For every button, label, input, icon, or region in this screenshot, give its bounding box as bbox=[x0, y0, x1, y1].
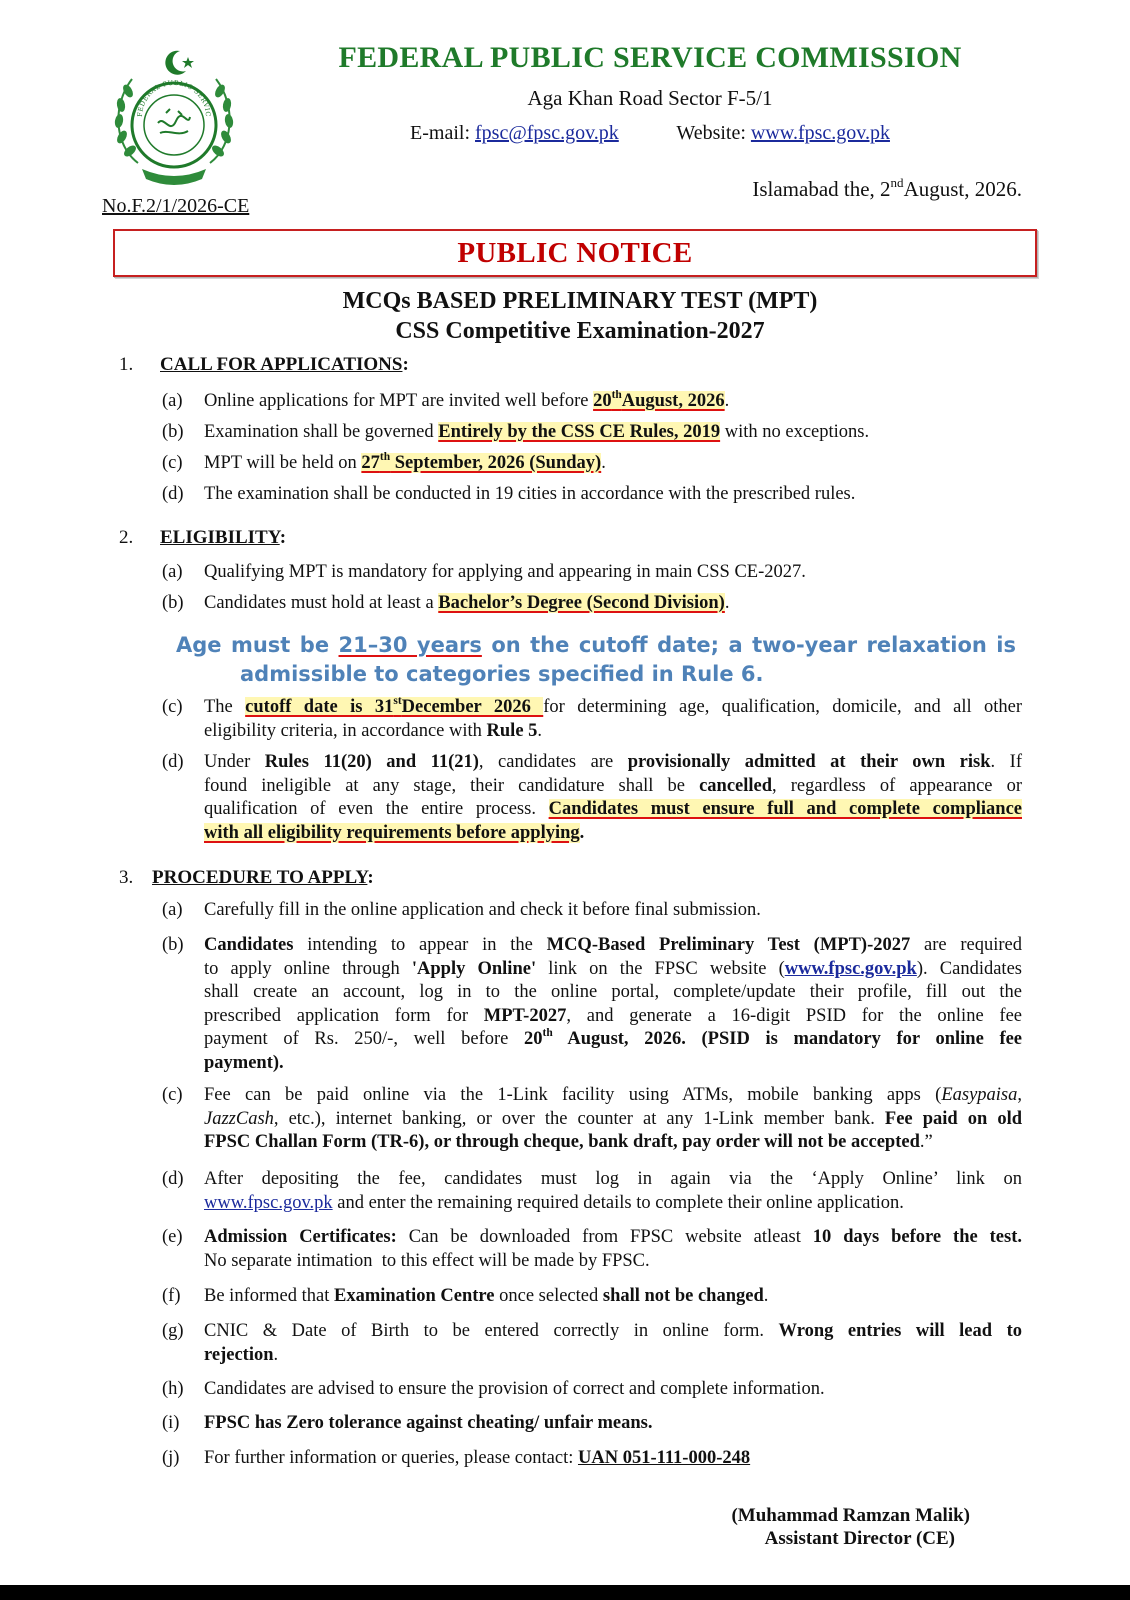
item-text: , regardless of appearance or bbox=[772, 775, 1022, 796]
age-limit-note bbox=[176, 631, 1016, 689]
item-bold: Candidates must ensure full and complete compliance bbox=[548, 799, 1022, 819]
item-bold: Fee paid on old bbox=[884, 1108, 1022, 1129]
item-text: Carefully fill in the online application and check it before final submission. bbox=[204, 900, 761, 920]
date-suffix: August, 2026. bbox=[903, 177, 1022, 201]
item-text: Fee can be paid online via the 1-Link facility using ATMs, mobile banking apps ( bbox=[204, 1085, 942, 1105]
item-bold: Entirely by the CSS CE Rules, 2019 bbox=[438, 422, 721, 442]
organization-name: FEDERAL PUBLIC SERVICE COMMISSION bbox=[338, 41, 962, 74]
email-link[interactable]: fpsc@fpsc.gov.pk bbox=[475, 122, 619, 144]
website-link[interactable]: www.fpsc.gov.pk bbox=[204, 1192, 333, 1213]
list-item bbox=[162, 1447, 1022, 1471]
section-eligibility bbox=[119, 527, 286, 549]
list-item bbox=[162, 1168, 1022, 1215]
item-bold: payment). bbox=[204, 1052, 284, 1073]
item-label: (d) bbox=[162, 752, 184, 772]
item-label: (d) bbox=[162, 1169, 184, 1189]
section-number: 1. bbox=[119, 354, 134, 375]
item-text: Qualifying MPT is mandatory for applying and appearing in main CSS CE-2027. bbox=[204, 562, 806, 582]
item-text: . bbox=[724, 391, 730, 411]
item-text: and enter the remaining required details to complete their online application. bbox=[332, 1192, 904, 1213]
svg-text:FEDERAL PUBLIC SERVICE COMMISS: FEDERAL PUBLIC SERVIC bbox=[135, 78, 213, 118]
signatory-name: (Muhammad Ramzan Malik) bbox=[731, 1505, 970, 1526]
item-label: (d) bbox=[162, 484, 184, 504]
item-text: ). Candidates bbox=[916, 958, 1022, 979]
section-number: 2. bbox=[119, 527, 134, 548]
section-colon: : bbox=[367, 867, 374, 888]
website-link[interactable]: www.fpsc.gov.pk bbox=[784, 958, 917, 979]
item-label: (g) bbox=[162, 1321, 184, 1341]
item-text: with no exceptions. bbox=[720, 422, 870, 442]
item-text: for determining age, qualification, domicile, and all other bbox=[543, 697, 1023, 717]
item-bold: FPSC Challan Form (TR-6), or through cheque, bank draft, pay order will not be accepted bbox=[204, 1132, 920, 1152]
item-text: intending to appear in the bbox=[293, 935, 547, 955]
item-text: eligibility criteria, in accordance with bbox=[204, 720, 487, 741]
item-bold: FPSC has Zero tolerance against cheating/ unfair means. bbox=[204, 1413, 653, 1433]
item-label: (c) bbox=[162, 1085, 183, 1105]
list-item bbox=[162, 452, 1022, 476]
item-text: . If bbox=[990, 752, 1022, 772]
website-label: Website: bbox=[676, 122, 746, 144]
bottom-border bbox=[0, 1585, 1130, 1600]
item-text: Can be downloaded from FPSC website atleast bbox=[396, 1227, 813, 1247]
reference-number: No.F.2/1/2026-CE bbox=[102, 195, 250, 217]
item-bold: August, 2026. bbox=[552, 1029, 686, 1049]
item-text: , bbox=[1017, 1085, 1022, 1105]
item-text: Be informed that bbox=[204, 1286, 334, 1306]
list-item bbox=[162, 561, 1022, 585]
item-text: No separate intimation to this effect will be made by FPSC. bbox=[204, 1250, 650, 1271]
item-bold: Rules 11(20) and 11(21) bbox=[264, 752, 479, 772]
item-bold: Candidates bbox=[204, 935, 294, 955]
date-sup: nd bbox=[890, 174, 904, 190]
item-bold: cutoff date is 31 bbox=[245, 697, 394, 717]
section-title: PROCEDURE TO APPLY bbox=[152, 867, 368, 888]
item-label: (a) bbox=[162, 900, 183, 920]
item-text: . bbox=[579, 822, 585, 843]
item-bold: September, 2026 (Sunday) bbox=[390, 453, 602, 473]
note-text: admissible to categories specified in Rule 6. bbox=[240, 662, 764, 686]
item-bold: MPT-2027 bbox=[483, 1005, 567, 1026]
list-item bbox=[162, 1378, 1022, 1402]
list-item bbox=[162, 899, 1022, 923]
section-number: 3. bbox=[119, 867, 134, 888]
list-item bbox=[162, 751, 1022, 845]
item-text: Under bbox=[204, 752, 265, 772]
item-text: shall create an account, log in to the online portal, complete/update their profile, fill out the bbox=[204, 982, 1022, 1002]
item-sup: th bbox=[542, 1026, 553, 1039]
item-text: Candidates must hold at least a bbox=[204, 593, 439, 613]
note-text: Age must be bbox=[176, 633, 339, 657]
list-item bbox=[162, 696, 1022, 743]
item-bold: provisionally admitted at their own risk bbox=[627, 752, 991, 772]
item-bold: 'Apply Online' bbox=[411, 958, 537, 979]
item-label: (b) bbox=[162, 593, 184, 613]
item-text: , and generate a 16-digit PSID for the online fee bbox=[566, 1005, 1022, 1026]
section-colon: : bbox=[402, 354, 409, 375]
section-colon: : bbox=[279, 527, 287, 548]
item-text: The examination shall be conducted in 19 cities in accordance with the prescribed rules. bbox=[204, 484, 856, 504]
item-text: to apply online through bbox=[204, 958, 412, 979]
item-bold: 20 bbox=[593, 391, 612, 411]
item-bold: rejection bbox=[204, 1344, 274, 1365]
item-label: (j) bbox=[162, 1448, 180, 1468]
public-notice-banner bbox=[113, 229, 1037, 277]
item-text: For further information or queries, please contact: bbox=[204, 1448, 578, 1468]
item-bold: Bachelor’s Degree (Second Division) bbox=[438, 593, 725, 613]
date-prefix: Islamabad the, 2 bbox=[752, 177, 891, 201]
item-sup: st bbox=[393, 694, 402, 707]
section-title: CALL FOR APPLICATIONS bbox=[160, 354, 403, 375]
item-text: qualification of even the entire process. bbox=[204, 799, 549, 819]
item-bold: 20 bbox=[524, 1029, 543, 1049]
item-text: Candidates are advised to ensure the provision of correct and complete information. bbox=[204, 1379, 825, 1399]
list-item bbox=[162, 592, 1022, 616]
item-text: link on the FPSC website ( bbox=[536, 958, 785, 979]
item-text: Examination shall be governed bbox=[204, 422, 439, 442]
item-sup: th bbox=[611, 388, 622, 401]
item-bold: with all eligibility requirements before applying bbox=[204, 822, 580, 843]
list-item bbox=[162, 1084, 1022, 1155]
list-item bbox=[162, 421, 1022, 445]
signatory-title: Assistant Director (CE) bbox=[764, 1528, 955, 1549]
item-text: CNIC & Date of Birth to be entered correctly in online form. bbox=[204, 1321, 779, 1341]
emblem-icon bbox=[108, 45, 240, 193]
fpsc-emblem-logo bbox=[108, 45, 240, 193]
item-bold: cancelled bbox=[699, 775, 773, 796]
item-label: (a) bbox=[162, 562, 183, 582]
organization-address: Aga Khan Road Sector F-5/1 bbox=[527, 86, 773, 110]
list-item bbox=[162, 390, 1022, 414]
item-text: payment of Rs. 250/-, well before bbox=[204, 1029, 525, 1049]
item-text: . bbox=[537, 720, 543, 741]
item-text: prescribed application form for bbox=[204, 1005, 484, 1026]
item-text: .” bbox=[919, 1132, 933, 1152]
item-text: After depositing the fee, candidates must log in again via the ‘Apply Online’ link on bbox=[204, 1169, 1022, 1189]
item-label: (b) bbox=[162, 422, 184, 442]
item-bold: 27 bbox=[361, 453, 380, 473]
list-item bbox=[162, 934, 1022, 1075]
item-text: . bbox=[763, 1286, 769, 1306]
contact-line bbox=[250, 122, 1050, 145]
list-item bbox=[162, 483, 1022, 507]
item-text: are required bbox=[910, 935, 1022, 955]
item-text: once selected bbox=[494, 1286, 603, 1306]
list-item bbox=[162, 1320, 1022, 1367]
section-title: ELIGIBILITY bbox=[160, 527, 280, 548]
item-label: (e) bbox=[162, 1227, 183, 1247]
note-underlined: 21–30 years bbox=[338, 633, 482, 657]
item-label: (h) bbox=[162, 1379, 184, 1399]
item-bold: Admission Certificates: bbox=[204, 1227, 397, 1247]
notice-title: PUBLIC NOTICE bbox=[457, 237, 693, 269]
item-sup: th bbox=[379, 450, 391, 463]
item-text: , candidates are bbox=[478, 752, 628, 772]
item-text: The bbox=[204, 697, 246, 717]
list-item bbox=[162, 1412, 1022, 1436]
item-bold: Rule 5 bbox=[486, 720, 538, 741]
item-text bbox=[686, 1029, 702, 1049]
section-procedure-to-apply bbox=[119, 867, 374, 889]
item-bold: (PSID is mandatory for online fee bbox=[701, 1029, 1023, 1049]
item-label: (c) bbox=[162, 453, 183, 473]
item-label: (f) bbox=[162, 1286, 181, 1306]
item-bold: Examination Centre bbox=[333, 1286, 495, 1306]
item-bold: December 2026 bbox=[401, 697, 544, 717]
item-label: (b) bbox=[162, 935, 184, 955]
item-label: (c) bbox=[162, 697, 183, 717]
item-text: MPT will be held on bbox=[204, 453, 362, 473]
item-italic: JazzCash bbox=[204, 1108, 274, 1129]
item-text: found ineligible at any stage, their candidature shall be bbox=[204, 775, 700, 796]
item-label: (i) bbox=[162, 1413, 180, 1433]
notice-heading: MCQs BASED PRELIMINARY TEST (MPT) bbox=[342, 288, 818, 314]
item-bold: August, 2026 bbox=[621, 391, 725, 411]
section-call-for-applications bbox=[119, 354, 409, 376]
notice-date bbox=[752, 174, 1022, 202]
item-bold: shall not be changed bbox=[602, 1286, 764, 1306]
item-text: Online applications for MPT are invited well before bbox=[204, 391, 594, 411]
list-item bbox=[162, 1285, 1022, 1309]
list-item bbox=[162, 1226, 1022, 1273]
item-bold: 10 days before the test. bbox=[812, 1227, 1022, 1247]
item-label: (a) bbox=[162, 391, 183, 411]
notice-subheading: CSS Competitive Examination-2027 bbox=[395, 318, 765, 344]
item-bold: MCQ-Based Preliminary Test (MPT)-2027 bbox=[546, 935, 911, 955]
item-text: . bbox=[724, 593, 730, 613]
website-link[interactable]: www.fpsc.gov.pk bbox=[750, 122, 890, 144]
item-italic: Easypaisa bbox=[941, 1085, 1018, 1105]
item-text: . bbox=[273, 1344, 279, 1365]
uan-number: UAN 051-111-000-248 bbox=[577, 1448, 751, 1468]
item-text: , etc.), internet banking, or over the counter at any 1-Link member bank. bbox=[273, 1108, 885, 1129]
item-text: . bbox=[601, 453, 606, 473]
note-text: on the cutoff date; a two-year relaxation is bbox=[481, 633, 1017, 657]
item-bold: Wrong entries will lead to bbox=[778, 1321, 1022, 1341]
email-label: E-mail: bbox=[410, 122, 471, 144]
